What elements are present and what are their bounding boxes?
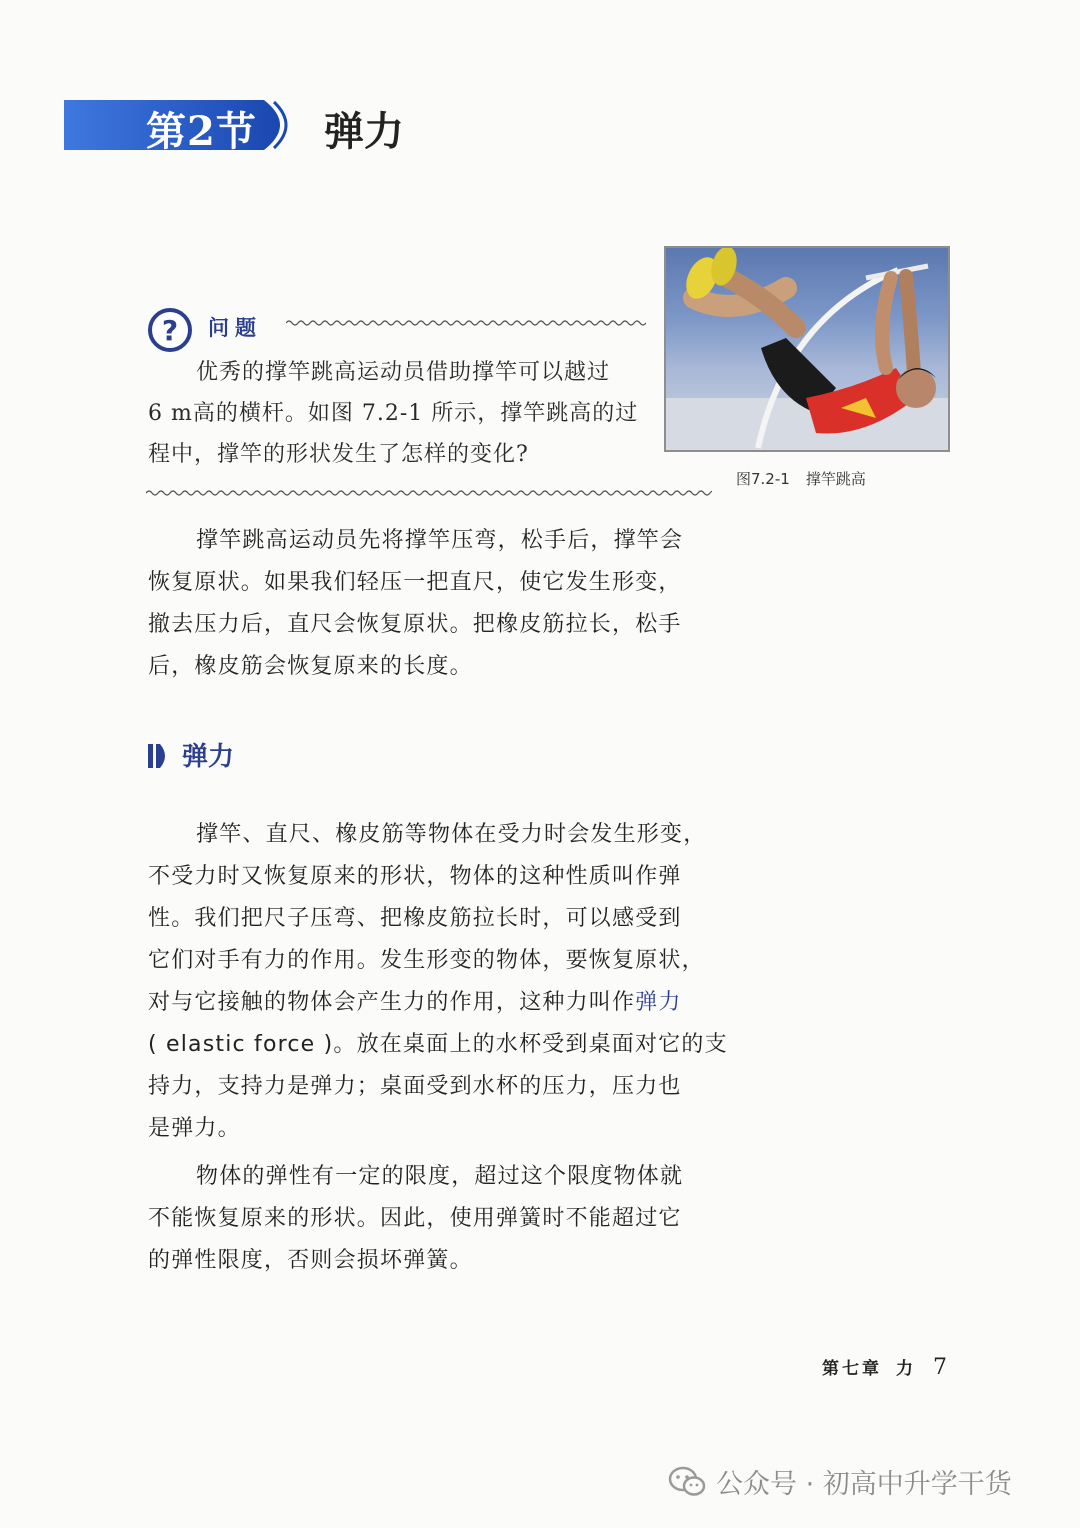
subsection-marker-icon [148, 744, 170, 768]
paragraph-line: 是弹力。 [148, 1116, 241, 1141]
chapter-label: 第七章 [822, 1359, 882, 1379]
section-badge [64, 96, 298, 154]
paragraph-line: 恢复原状。如果我们轻压一把直尺，使它发生形变， [148, 570, 682, 595]
question-line: 程中，撑竿的形状发生了怎样的变化? [148, 442, 529, 467]
paragraph-text: 对与它接触的物体会产生力的作用，这种力叫作 [148, 990, 636, 1015]
figure-number: 图7.2-1 [736, 470, 790, 488]
paragraph-line: 性。我们把尺子压弯、把橡皮筋拉长时，可以感受到 [148, 906, 682, 931]
paragraph-line: 撤去压力后，直尺会恢复原状。把橡皮筋拉长，松手 [148, 612, 682, 637]
pole-vault-illustration [666, 248, 948, 450]
paragraph-line: 撑竿跳高运动员先将撑竿压弯，松手后，撑竿会 [196, 528, 684, 553]
pole-vault-photo [664, 246, 950, 452]
question-label: 问题 [208, 316, 262, 340]
paragraph-line: 物体的弹性有一定的限度，超过这个限度物体就 [196, 1164, 684, 1189]
page-footer [822, 1354, 947, 1380]
subsection-title: 弹力 [182, 742, 235, 772]
svg-text:?: ? [161, 314, 179, 347]
paragraph-line: 不受力时又恢复原来的形状，物体的这种性质叫作弹 [148, 864, 682, 889]
chapter-title: 力 [896, 1359, 913, 1379]
question-bottom-divider [146, 488, 712, 498]
paragraph-line: 撑竿、直尺、橡皮筋等物体在受力时会发生形变， [196, 822, 707, 847]
watermark-text: 公众号 · 初高中升学干货 [716, 1469, 1012, 1500]
paragraph-line: ( elastic force )。放在桌面上的水杯受到桌面对它的支 [148, 1032, 728, 1057]
figure-title: 撑竿跳高 [805, 470, 866, 488]
elastic-force-paragraph [148, 814, 728, 1150]
question-text [148, 352, 648, 475]
paragraph-line: 后，橡皮筋会恢复原来的长度。 [148, 654, 473, 679]
paragraph-line: 的弹性限度，否则会损坏弹簧。 [148, 1248, 473, 1273]
key-term: 弹力 [635, 990, 682, 1015]
question-top-divider [286, 318, 646, 328]
paragraph-line: 它们对手有力的作用。发生形变的物体，要恢复原状， [148, 948, 705, 973]
figure-caption [736, 468, 866, 489]
elastic-limit-paragraph [148, 1156, 718, 1282]
question-icon [146, 306, 194, 354]
section-number: 第2节 [146, 108, 257, 155]
section-title: 弹力 [324, 109, 404, 155]
question-line: 优秀的撑竿跳高运动员借助撑竿可以越过 [196, 360, 611, 385]
paragraph-line [148, 982, 718, 1024]
intro-paragraph [148, 520, 718, 688]
watermark [668, 1462, 1012, 1501]
question-line: 6 m高的横杆。如图 7.2-1 所示，撑竿跳高的过 [148, 401, 639, 426]
wechat-icon [668, 1466, 706, 1498]
page-number: 7 [933, 1355, 947, 1380]
paragraph-line: 不能恢复原来的形状。因此，使用弹簧时不能超过它 [148, 1206, 682, 1231]
paragraph-line: 持力，支持力是弹力；桌面受到水杯的压力，压力也 [148, 1074, 682, 1099]
